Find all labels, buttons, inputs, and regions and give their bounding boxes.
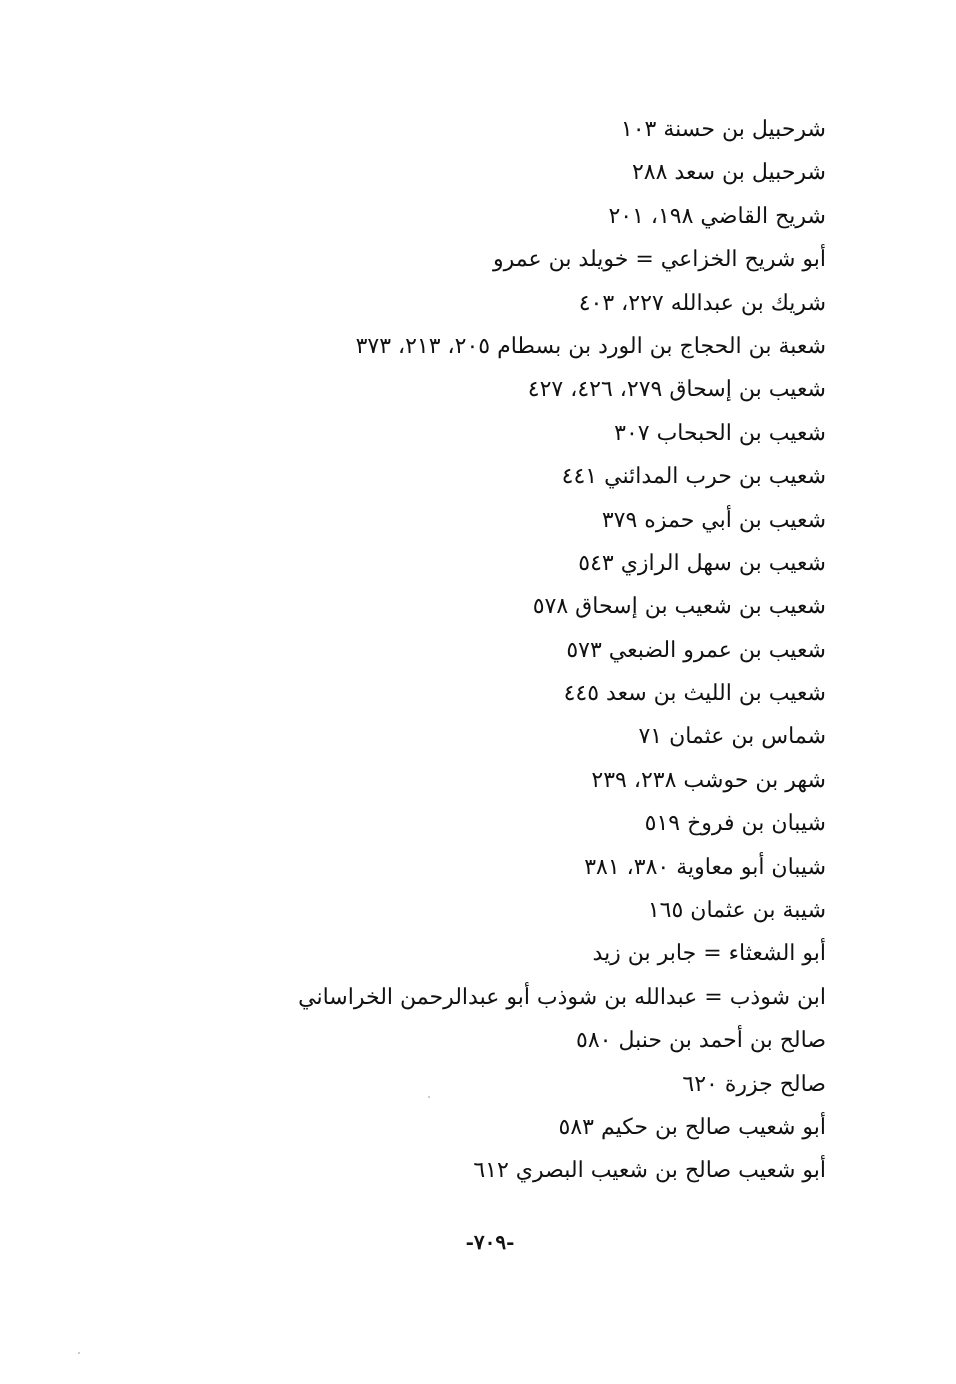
index-entry: أبو شريح الخزاعي = خويلد بن عمرو: [492, 247, 826, 273]
scan-speck: [78, 1352, 80, 1354]
index-entry: شعيب بن حرب المدائني ٤٤١: [561, 464, 826, 490]
scan-speck: [428, 1096, 430, 1098]
page-number: -٧٠٩-: [465, 1230, 515, 1254]
index-entry: شعيب بن عمرو الضبعي ٥٧٣: [566, 637, 826, 663]
index-entry: شيبان أبو معاوية ٣٨٠، ٣٨١: [584, 854, 826, 880]
index-entry: صالح بن أحمد بن حنبل ٥٨٠: [576, 1028, 826, 1054]
index-entry: شماس بن عثمان ٧١: [638, 724, 826, 750]
index-entry: أبو شعيب صالح بن شعيب البصري ٦١٢: [473, 1158, 826, 1184]
index-entry: شعيب بن إسحاق ٢٧٩، ٤٢٦، ٤٢٧: [527, 377, 826, 403]
index-entry: شيبة بن عثمان ١٦٥: [647, 898, 826, 924]
index-entry: شريح القاضي ١٩٨، ٢٠١: [608, 203, 826, 229]
index-entry: شيبان بن فروخ ٥١٩: [644, 811, 826, 837]
index-entry: شعيب بن الحبحاب ٣٠٧: [614, 420, 826, 446]
index-entry: شعيب بن شعيب بن إسحاق ٥٧٨: [532, 594, 826, 620]
index-entry: شهر بن حوشب ٢٣٨، ٢٣٩: [591, 767, 826, 793]
index-entry: أبو شعيب صالح بن حكيم ٥٨٣: [558, 1114, 826, 1140]
index-entry-list: [126, 108, 826, 1193]
index-entry: صالح جزرة ٦٢٠: [682, 1071, 826, 1097]
index-entry: شرحبيل بن حسنة ١٠٣: [620, 117, 826, 142]
index-entry: شعيب بن أبي حمزه ٣٧٩: [601, 507, 826, 533]
index-entry: شرحبيل بن سعد ٢٨٨: [631, 160, 826, 186]
index-entry: ابن شوذب = عبدالله بن شوذب أبو عبدالرحمن الخراساني: [298, 984, 826, 1010]
index-entry: شريك بن عبدالله ٢٢٧، ٤٠٣: [578, 290, 826, 316]
index-entry: شعبة بن الحجاج بن الورد بن بسطام ٢٠٥، ٢١٣، ٣٧٣: [355, 333, 826, 359]
index-entry: أبو الشعثاء = جابر بن زيد: [592, 941, 826, 967]
index-entry: شعيب بن سهل الرازي ٥٤٣: [578, 550, 826, 576]
index-entry: شعيب بن الليث بن سعد ٤٤٥: [563, 681, 826, 707]
